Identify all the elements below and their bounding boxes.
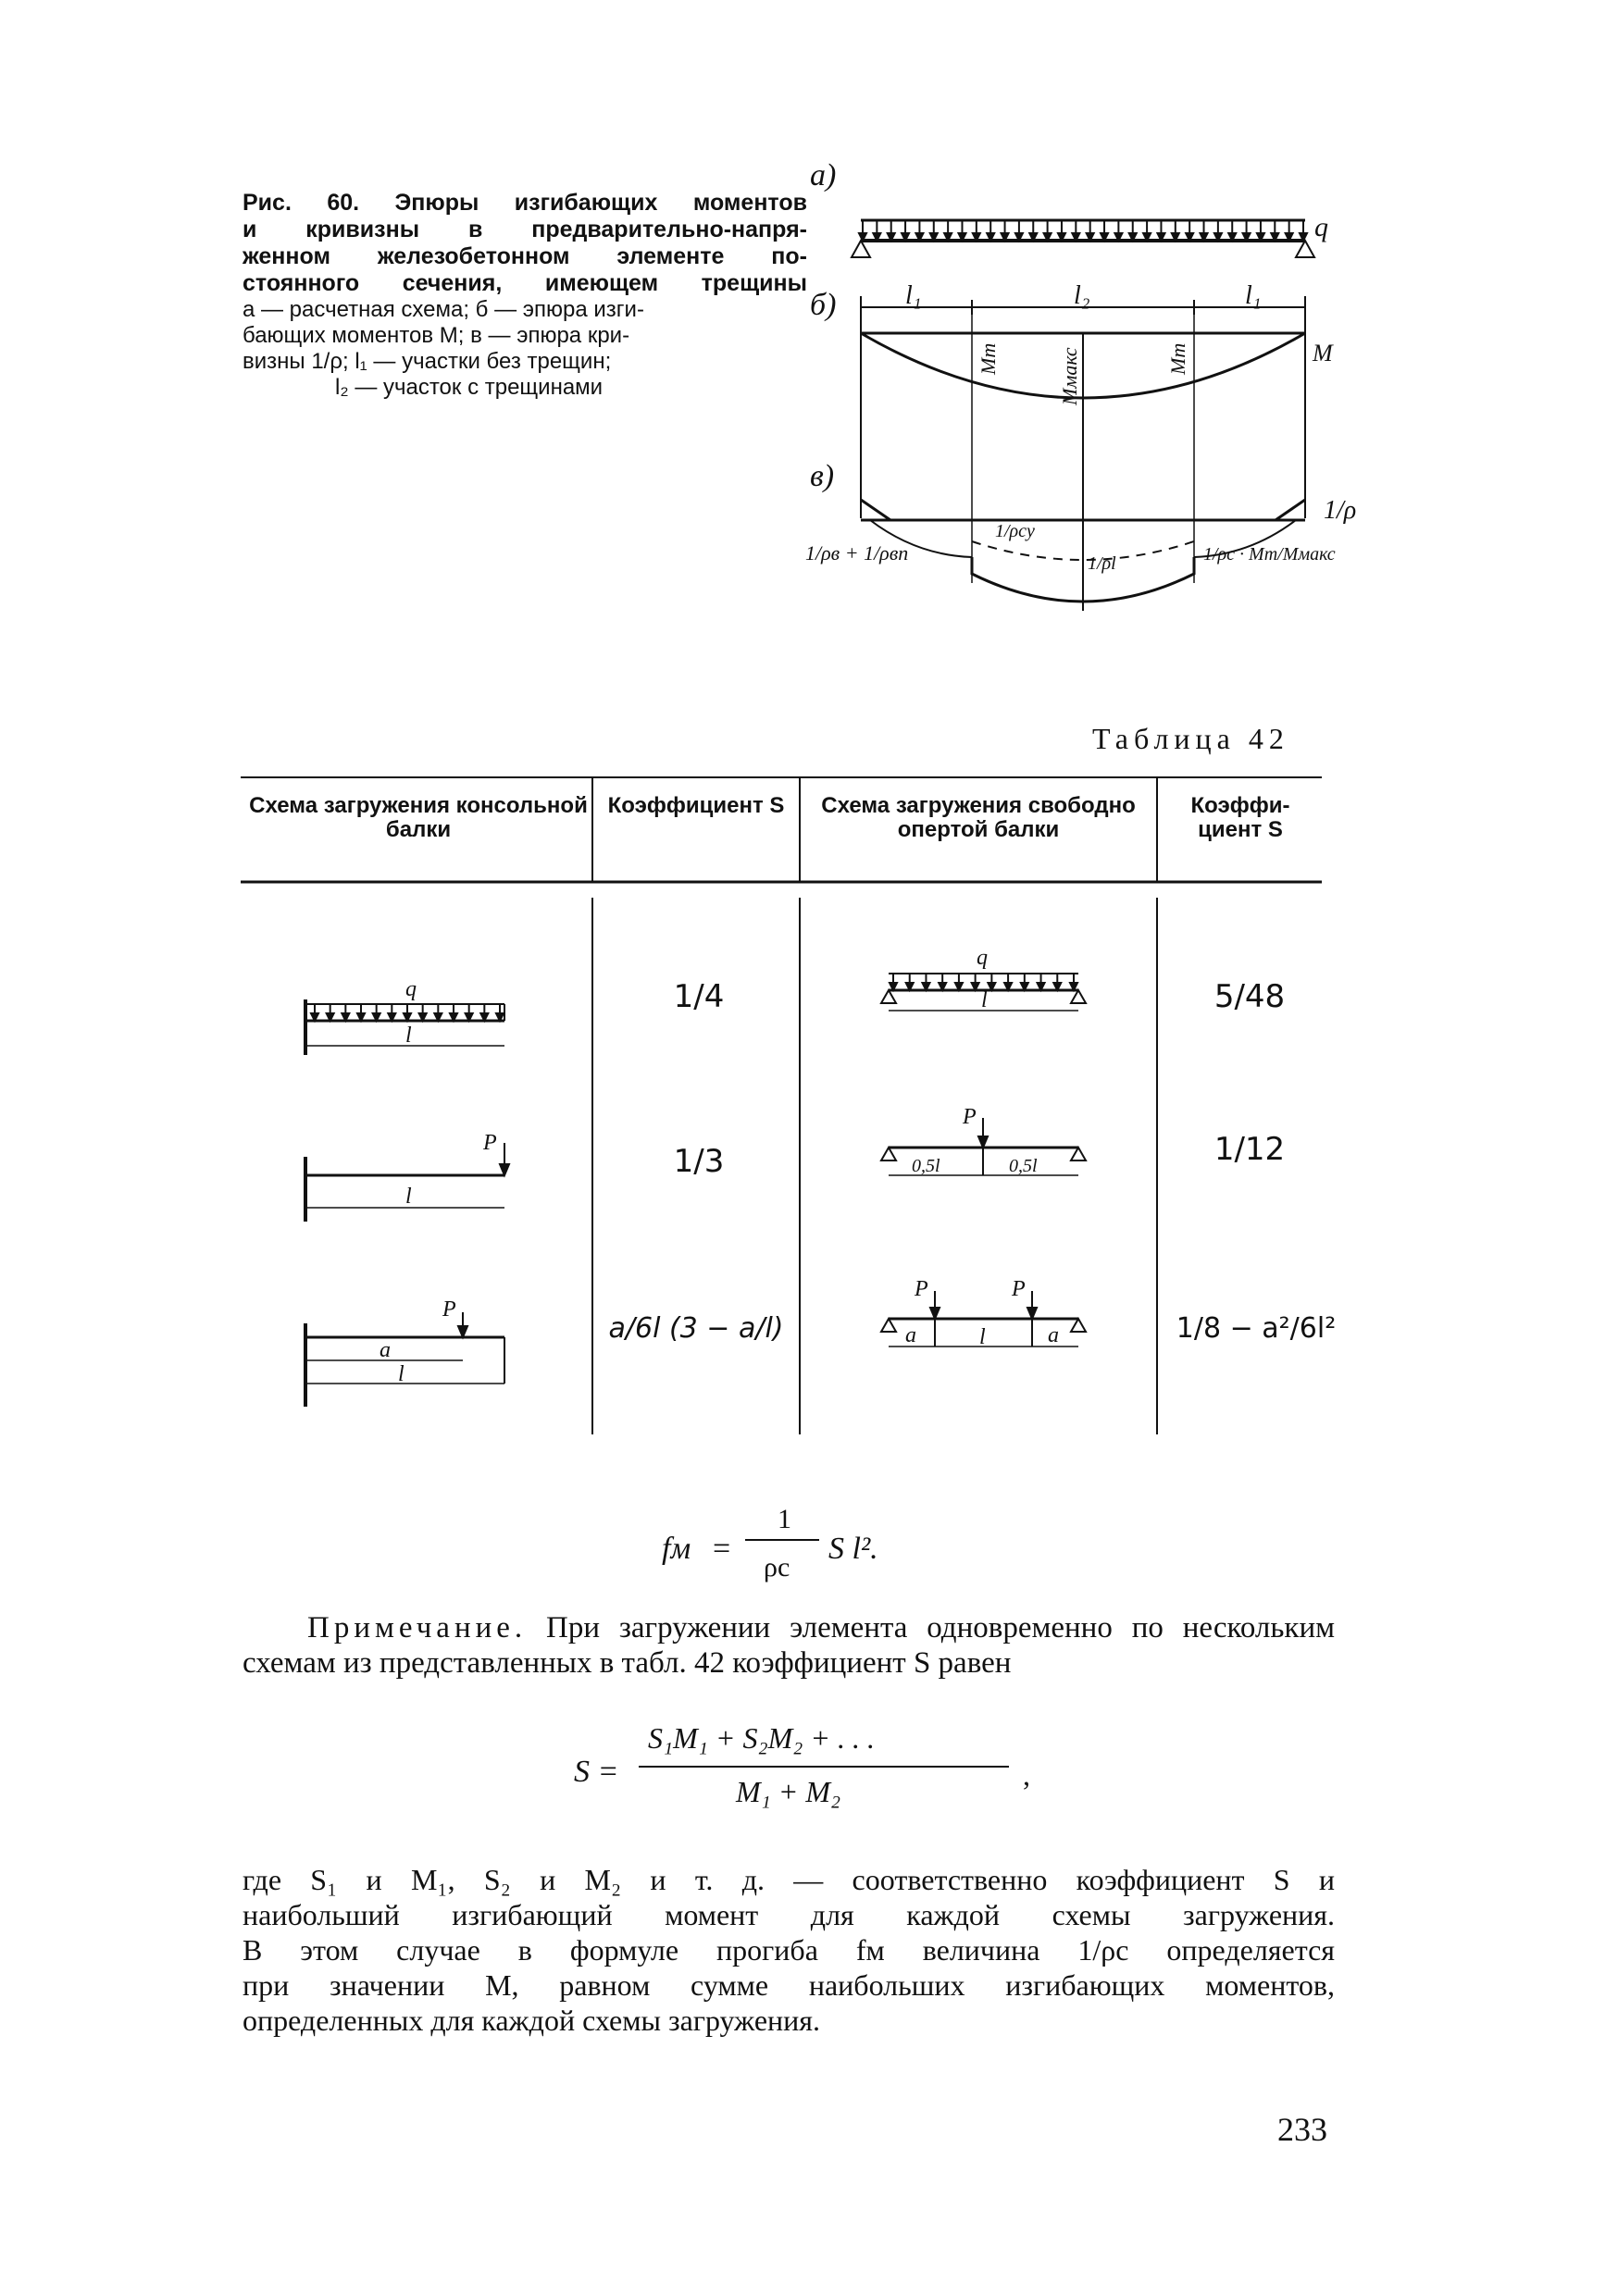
- header-simple-scheme: Схема загружения свободно опертой балки: [821, 793, 1136, 842]
- c3-a: a: [380, 1338, 391, 1362]
- note-paragraph: [243, 1610, 1335, 1681]
- coef-simple-3: 1/8 − a²/6l²: [1176, 1312, 1337, 1345]
- coef-simple-2: 1/12: [1214, 1131, 1286, 1168]
- s1-l: l: [981, 988, 988, 1012]
- caption-line: и кривизны в предварительно-напря-: [243, 217, 807, 242]
- loaded-beam: [852, 220, 1314, 257]
- label-inv-rho: 1/ρ: [1324, 496, 1357, 525]
- sformula-denominator: M₁ + M₂: [736, 1775, 841, 1808]
- c2-l: l: [405, 1185, 412, 1209]
- explanation-line: В этом случае в формуле прогиба fм величина 1/ρc определяется: [243, 1933, 1335, 1967]
- s2-P: P: [963, 1105, 977, 1129]
- c1-q: q: [405, 977, 417, 1001]
- sformula-numerator: S₁M₁ + S₂M₂ + . . .: [648, 1721, 875, 1755]
- label-l2: l₂: [1074, 281, 1090, 310]
- label-l1: l₁: [905, 281, 922, 310]
- table-title: Таблица 42: [1092, 722, 1289, 755]
- legend-line: бающих моментов M; в — эпюра кри-: [243, 323, 630, 348]
- note-label: Примечание.: [307, 1611, 528, 1644]
- label-Mmax: Mмакс: [1058, 347, 1081, 405]
- label-inv-rho-b: 1/ρв + 1/ρвп: [805, 541, 909, 565]
- label-inv-rho-c: 1/ρc · Mт/Mмакс: [1203, 544, 1336, 565]
- coef-cantilever-3: a/6l (3 − a/l): [608, 1312, 784, 1345]
- s2-half-right: 0,5l: [1009, 1156, 1038, 1176]
- label-Mt-left: Mт: [977, 342, 1000, 375]
- figure-caption: [243, 190, 807, 401]
- s3-l: l: [979, 1325, 986, 1349]
- sformula-tail: ,: [1023, 1758, 1030, 1792]
- formula-numerator: 1: [778, 1504, 791, 1534]
- legend-line: а — расчетная схема; б — эпюра изги-: [243, 297, 644, 322]
- label-M: M: [1313, 340, 1333, 366]
- explanation-line: определенных для каждой схемы загружения.: [243, 2004, 820, 2037]
- coefficient-formula: [574, 1721, 1055, 1823]
- formula-lhs: fм: [662, 1532, 691, 1566]
- sformula-lhs: S =: [574, 1755, 619, 1789]
- note-text: При загружении элемента одновременно по нескольким схемам из представленных в табл. 42 коэффициент S равен: [243, 1611, 1335, 1680]
- header-cantilever-scheme: Схема загружения консольной балки: [249, 793, 588, 842]
- label-inv-rho-l: 1/ρl: [1088, 553, 1116, 574]
- s3-P1: P: [915, 1277, 928, 1301]
- legend-line: визны 1/ρ; l₁ — участки без трещин;: [243, 349, 612, 374]
- cantilever-point-scheme: [305, 1143, 509, 1222]
- explanation-line: при значении M, равном сумме наибольших изгибающих моментов,: [243, 1968, 1335, 2002]
- moment-curvature-diagram: [805, 158, 1379, 648]
- c1-l: l: [405, 1024, 412, 1048]
- explanation-paragraph: [243, 1862, 1335, 2038]
- formula-equals: =: [713, 1532, 731, 1566]
- c2-P: P: [483, 1131, 497, 1155]
- load-label-q: q: [1314, 212, 1328, 242]
- c3-l: l: [398, 1362, 404, 1386]
- caption-line: Рис. 60. Эпюры изгибающих моментов: [243, 190, 807, 216]
- sformula-fraction-bar: [639, 1766, 1009, 1768]
- explanation-line: где S₁ и M₁, S₂ и M₂ и т. д. — соответственно коэффициент S и: [243, 1863, 1335, 1896]
- caption-line: женном железобетонном элементе по-: [243, 243, 807, 269]
- deflection-formula: [662, 1504, 958, 1596]
- panel-label-b: б): [810, 288, 837, 322]
- legend-line: l₂ — участок с трещинами: [335, 375, 604, 400]
- explanation-line: наибольший изгибающий момент для каждой схемы загружения.: [243, 1898, 1335, 1931]
- header-coefficient: Коэффициент S: [607, 793, 785, 818]
- coef-simple-1: 5/48: [1214, 978, 1286, 1015]
- coef-cantilever-2: 1/3: [673, 1143, 725, 1180]
- label-Mt-right: Mт: [1166, 342, 1189, 375]
- s3-P2: P: [1012, 1277, 1026, 1301]
- formula-fraction-bar: [745, 1539, 819, 1541]
- s1-q: q: [977, 946, 988, 970]
- label-inv-rho-cy: 1/ρcy: [995, 521, 1035, 541]
- s3-a-right: a: [1048, 1323, 1059, 1347]
- header-coefficient-2: Коэффи-циент S: [1190, 793, 1290, 842]
- caption-line: стоянного сечения, имеющем трещины: [243, 270, 807, 296]
- c3-P: P: [442, 1297, 456, 1322]
- panel-label-v: в): [810, 459, 835, 493]
- panel-label-a: а): [810, 158, 837, 192]
- label-l1-right: l₁: [1245, 281, 1262, 310]
- s3-a-left: a: [905, 1323, 916, 1347]
- page-number: 233: [1277, 2111, 1327, 2148]
- formula-denominator: ρc: [764, 1552, 790, 1582]
- s2-half-left: 0,5l: [912, 1156, 940, 1176]
- cantilever-offset-point-scheme: [305, 1312, 504, 1407]
- formula-rhs: S l².: [828, 1532, 878, 1566]
- coef-cantilever-1: 1/4: [673, 978, 725, 1015]
